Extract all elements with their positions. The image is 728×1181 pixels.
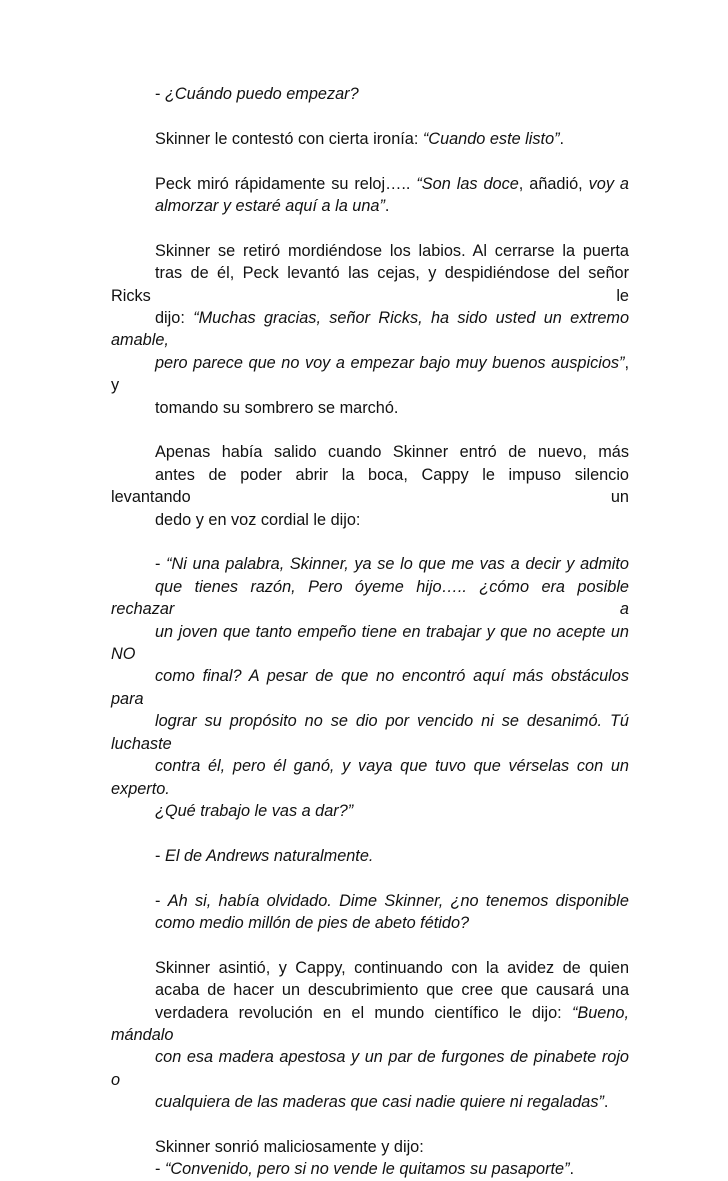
narration-text: Skinner le contestó con cierta ironía: [155, 129, 423, 148]
narration-text: , y [111, 353, 629, 395]
text-line [111, 1091, 629, 1113]
text-line: acaba de hacer un descubrimiento que cree que causará una [155, 981, 629, 1000]
dash: - [155, 846, 165, 865]
text-line: que tienes razón, Pero óyeme hijo….. ¿cómo era posible rechazar a [111, 577, 629, 619]
punctuation: . [384, 197, 390, 215]
paragraph-skinner-leaves [111, 240, 629, 419]
dialogue-text: pero parece que no voy a empezar bajo muy buenos auspicios” [155, 353, 625, 372]
text-line [111, 307, 629, 352]
text-line: Apenas había salido cuando Skinner entró de nuevo, más [155, 443, 629, 462]
dialogue-text: “Muchas gracias, señor Ricks, ha sido usted un extremo amable, [111, 309, 629, 350]
text-line: antes de poder abrir la boca, Cappy le impuso silencio levantando un [111, 465, 629, 507]
dialogue-text: El de Andrews naturalmente. [164, 846, 374, 865]
dash: - [155, 1160, 165, 1179]
text-line: Skinner asintió, y Cappy, continuando con la avidez de quien [155, 958, 629, 977]
text-line [111, 1002, 629, 1047]
text-line [111, 890, 629, 912]
text-line [111, 173, 629, 195]
narration-text: verdadera revolución en el mundo científico le dijo: [155, 1003, 572, 1022]
paragraph-skinner-smiles [111, 1136, 629, 1181]
text-line: un joven que tanto empeño tiene en trabajar y que no acepte un NO [111, 622, 629, 664]
text-line: tras de él, Peck levantó las cejas, y despidiéndose del señor Ricks le [111, 264, 629, 305]
text-line: contra él, pero él ganó, y vaya que tuvo que vérselas con un experto. [111, 757, 629, 798]
text-line: como final? A pesar de que no encontró aquí más obstáculos para [111, 667, 629, 708]
paragraph-skinner-returns [111, 441, 629, 531]
punctuation: . [559, 129, 565, 148]
paragraph-andrews [111, 845, 629, 867]
text-line: como medio millón de pies de abeto fétido? [155, 913, 470, 932]
text-line: lograr su propósito no se dio por vencido ni se desanimó. Tú luchaste [111, 712, 629, 753]
text-line: con esa madera apestosa y un par de furgones de pinabete rojo o [111, 1048, 629, 1089]
dialogue-text: voy a [588, 174, 629, 193]
text-line: ¿Qué trabajo le vas a dar?” [155, 801, 354, 820]
dialogue-text: cualquiera de las maderas que casi nadie quiere ni regaladas” [155, 1093, 604, 1112]
text-line [111, 195, 629, 217]
dialogue-text: ¿Cuándo puedo empezar? [164, 85, 359, 103]
narration-text: , añadió, [518, 174, 589, 193]
punctuation: . [603, 1093, 609, 1112]
dialogue-text: Ah si, había olvidado. Dime Skinner, ¿no tenemos disponible [167, 891, 629, 910]
dash: - [155, 555, 167, 574]
document-page [111, 83, 629, 1181]
text-line: Skinner sonrió maliciosamente y dijo: [155, 1137, 424, 1156]
dialogue-text: “Bueno, mándalo [111, 1003, 629, 1044]
dialogue-text: “Cuando este listo” [422, 129, 560, 148]
text-line: Skinner se retiró mordiéndose los labios. Al cerrarse la puerta [155, 241, 629, 260]
narration-text: dijo: [155, 309, 194, 328]
punctuation: . [569, 1160, 575, 1179]
narration-text: Peck miró rápidamente su reloj….. [155, 174, 417, 193]
paragraph-dialogue-start [111, 83, 629, 105]
paragraph-abeto [111, 890, 629, 935]
dialogue-text: almorzar y estaré aquí a la una” [155, 197, 385, 215]
dash: - [155, 891, 168, 910]
text-line [111, 553, 629, 575]
dialogue-text: “Ni una palabra, Skinner, ya se lo que me vas a decir y admito [166, 555, 629, 574]
dialogue-text: “Son las doce [416, 174, 519, 193]
dialogue-text: “Convenido, pero si no vende le quitamos su pasaporte” [164, 1160, 570, 1179]
dash: - [155, 85, 165, 103]
paragraph-cappy-discovery [111, 957, 629, 1114]
text-line: dedo y en voz cordial le dijo: [155, 510, 361, 529]
paragraph-peck-watch [111, 173, 629, 218]
text-line [111, 352, 629, 397]
text-line: tomando su sombrero se marchó. [155, 398, 399, 417]
text-line [111, 1158, 629, 1180]
paragraph-cappy-speech [111, 553, 629, 822]
paragraph-skinner-reply [111, 128, 629, 150]
